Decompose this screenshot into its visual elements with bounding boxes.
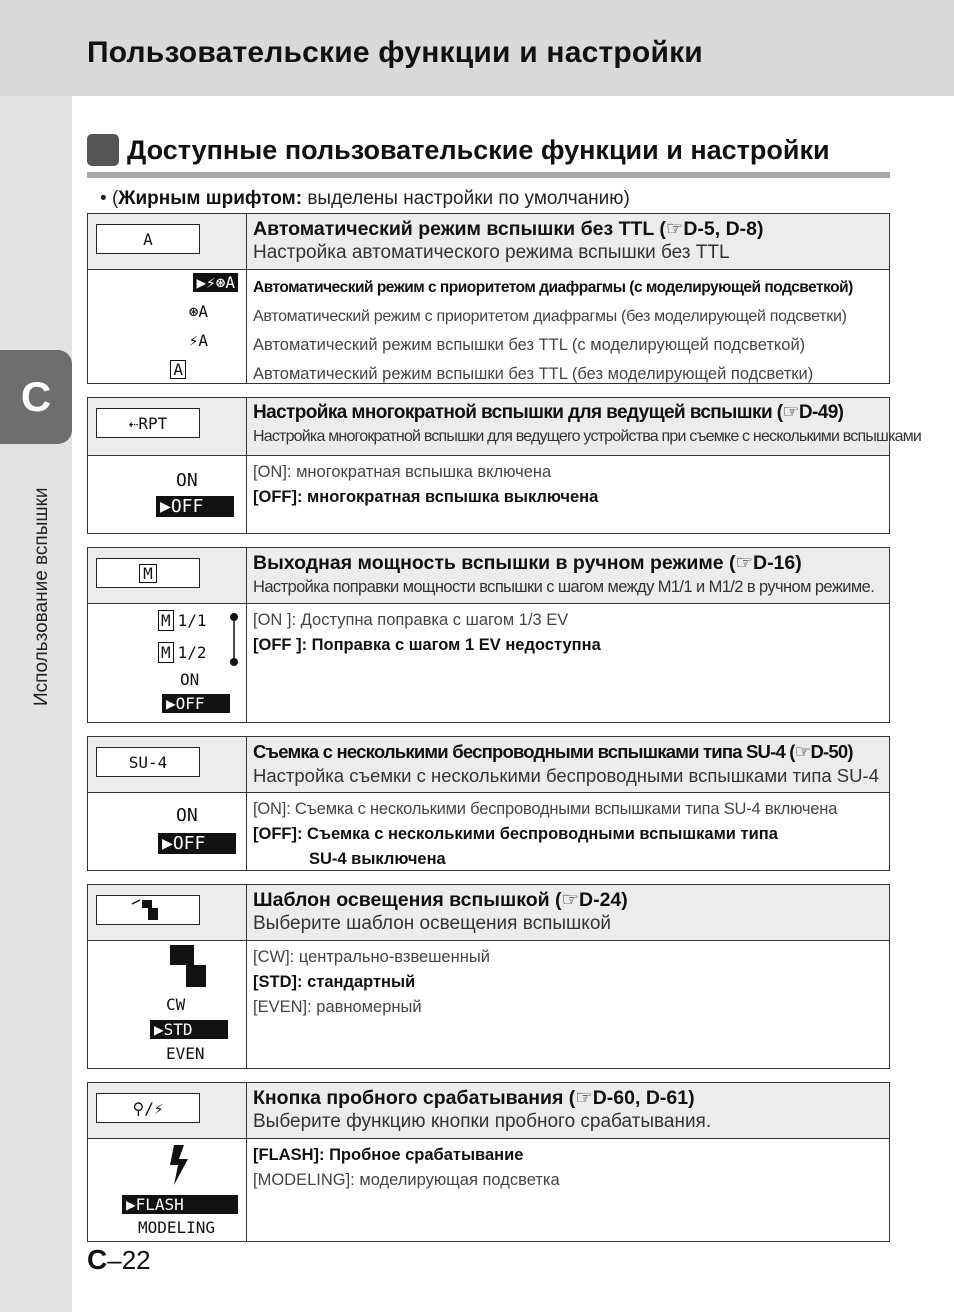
manual-setting-icon: [96, 558, 200, 588]
options-list: [247, 270, 889, 383]
option-on: [ON]: многократная вспышка включена: [253, 463, 552, 481]
lcd-off-selected: ▶OFF: [162, 694, 230, 713]
page-index: –22: [107, 1245, 151, 1275]
default-settings-note: [100, 188, 630, 210]
setting-table-auto: [87, 213, 890, 384]
lcd-display-cell: [88, 604, 247, 722]
lcd-display-cell: [88, 270, 247, 383]
lcd-m1-value: 1/1: [177, 611, 207, 630]
lcd-std-selected: ▶STD: [150, 1020, 228, 1039]
lcd-option-a-model-icon: ⚡A: [188, 331, 208, 350]
setting-subtitle: Настройка многократной вспышки для ведущего устройства при съемке с несколькими вспышками: [253, 428, 922, 445]
setting-subtitle: Настройка поправки мощности вспышки с шагом между M1/1 и M1/2 в ручном режиме.: [253, 578, 875, 596]
option-on: [ON ]: Доступна поправка с шагом 1/3 EV: [253, 611, 569, 629]
lcd-on: ON: [180, 670, 200, 689]
option-std-default: [STD]: стандартный: [253, 973, 416, 991]
section-title: Доступные пользовательские функции и настройки: [127, 134, 830, 165]
table-header-row: [88, 885, 889, 941]
table-options-row: [88, 941, 889, 1068]
lcd-off-selected: ▶OFF: [156, 496, 234, 517]
section-divider: [87, 172, 890, 178]
note-bold: Жирным шрифтом:: [118, 188, 303, 209]
setting-subtitle: Выберите шаблон освещения вспышкой: [253, 913, 612, 934]
note-rest: выделены настройки по умолчанию): [302, 188, 630, 209]
auto-mode-setting-icon: A: [96, 224, 200, 254]
setting-table-test-button: [87, 1082, 890, 1242]
setting-table-repeat: [87, 397, 922, 534]
lcd-cw: CW: [166, 995, 186, 1014]
lcd-off-selected: ▶OFF: [158, 833, 236, 854]
option-off-default: [OFF]: Съемка с несколькими беспроводными вспышками типа: [253, 825, 778, 843]
su4-setting-icon: SU-4: [96, 747, 200, 777]
pattern-shape-icon: [168, 943, 208, 989]
setting-subtitle: Выберите функцию кнопки пробного срабатывания.: [253, 1111, 712, 1132]
setting-icon-cell: [88, 737, 247, 792]
setting-icon-cell: [88, 548, 247, 603]
lcd-display-cell: [88, 456, 247, 533]
setting-description: [247, 548, 889, 603]
setting-title: Шаблон освещения вспышкой (☞D-24): [253, 889, 628, 911]
lcd-flash-selected: ▶FLASH: [122, 1195, 238, 1214]
page-title: Пользовательские функции и настройки: [87, 36, 703, 69]
options-list: [247, 1139, 889, 1241]
option-flash-default: [FLASH]: Пробное срабатывание: [253, 1146, 524, 1164]
option: Автоматический режим с приоритетом диафрагмы (без моделирующей подсветки): [253, 308, 847, 325]
setting-icon-cell: [88, 398, 247, 455]
setting-title: Настройка многократной вспышки для ведущей вспышки (☞D-49): [253, 402, 844, 423]
table-header-row: [88, 214, 889, 270]
setting-description: [247, 737, 889, 792]
note-bullet: •: [100, 188, 112, 209]
setting-icon-cell: [88, 1083, 247, 1138]
option-default: Автоматический режим с приоритетом диафрагмы (с моделирующей подсветкой): [253, 279, 853, 296]
option-cw: [CW]: центрально-взвешенный: [253, 948, 490, 966]
test-button-setting-icon: ⚲/⚡: [96, 1093, 200, 1123]
options-list: [247, 941, 889, 1068]
option: Автоматический режим вспышки без TTL (без моделирующей подсветки): [253, 365, 814, 383]
pattern-setting-icon: [96, 895, 200, 925]
setting-table-manual: [87, 547, 890, 723]
chapter-vertical-label: Использование вспышки: [31, 487, 52, 706]
section-heading: [87, 134, 830, 166]
table-header-row: [88, 548, 889, 604]
option-on: [ON]: Съемка с несколькими беспроводными вспышками типа SU-4 включена: [253, 800, 838, 818]
table-options-row: [88, 793, 889, 870]
setting-description: [247, 398, 927, 455]
lcd-modeling: MODELING: [138, 1218, 216, 1237]
options-list: [247, 793, 889, 870]
setting-title: Кнопка пробного срабатывания (☞D-60, D-61): [253, 1087, 695, 1109]
table-header-row: [88, 1083, 889, 1139]
option-off-default: [OFF ]: Поправка с шагом 1 EV недоступна: [253, 636, 601, 654]
lcd-option-aa-icon: ⊛A: [188, 302, 208, 321]
setting-subtitle: Настройка автоматического режима вспышки без TTL: [253, 242, 730, 263]
options-list: [247, 456, 889, 533]
lcd-on: ON: [176, 805, 198, 826]
options-list: [247, 604, 889, 722]
setting-title: Съемка с несколькими беспроводными вспышками типа SU-4 (☞D-50): [253, 741, 853, 762]
lcd-m2-value: 1/2: [177, 643, 207, 662]
table-options-row: [88, 1139, 889, 1241]
lcd-m1-1: M 1/1: [158, 611, 207, 630]
note-prefix: (: [111, 188, 119, 209]
flash-bolt-icon: [166, 1143, 194, 1187]
setting-table-su4: [87, 736, 890, 871]
setting-icon-cell: [88, 885, 247, 940]
page-chapter: C: [87, 1244, 108, 1275]
option-even: [EVEN]: равномерный: [253, 998, 422, 1016]
range-bracket-icon: [228, 612, 240, 668]
setting-description: [247, 1083, 889, 1138]
setting-description: [247, 885, 889, 940]
setting-icon-cell: [88, 214, 247, 269]
repeat-setting-icon: ⇠RPT: [96, 408, 200, 438]
option-modeling: [MODELING]: моделирующая подсветка: [253, 1171, 560, 1189]
setting-title: Автоматический режим вспышки без TTL (☞D-5, D-8): [253, 218, 764, 240]
lcd-display-cell: [88, 793, 247, 870]
page-number: [87, 1244, 151, 1276]
table-header-row: [88, 398, 922, 456]
option: Автоматический режим вспышки без TTL (с моделирующей подсветкой): [253, 336, 806, 354]
lcd-option-aa-model-icon: ▶⚡⊛A: [193, 273, 238, 292]
option-off-default-continued: SU-4 выключена: [309, 850, 446, 868]
lcd-display-cell: [88, 1139, 247, 1241]
illumination-pattern-icon: [128, 898, 168, 922]
lcd-m1-2: M 1/2: [158, 643, 207, 662]
table-options-row: [88, 456, 889, 533]
table-header-row: [88, 737, 889, 793]
setting-table-pattern: [87, 884, 890, 1069]
setting-description: [247, 214, 889, 269]
chapter-tab: C: [0, 350, 72, 444]
lcd-display-cell: [88, 941, 247, 1068]
setting-title: Выходная мощность вспышки в ручном режиме (☞D-16): [253, 552, 802, 574]
table-options-row: [88, 604, 889, 722]
lcd-even: EVEN: [166, 1044, 205, 1063]
option-off-default: [OFF]: многократная вспышка выключена: [253, 488, 599, 506]
manual-m-icon: M: [139, 564, 157, 583]
table-options-row: [88, 270, 889, 383]
setting-subtitle: Настройка съемки с несколькими беспроводными вспышками типа SU-4: [253, 765, 879, 786]
lcd-on: ON: [176, 470, 198, 491]
section-marker-icon: [87, 134, 119, 166]
lcd-option-a-icon: A: [170, 360, 186, 379]
